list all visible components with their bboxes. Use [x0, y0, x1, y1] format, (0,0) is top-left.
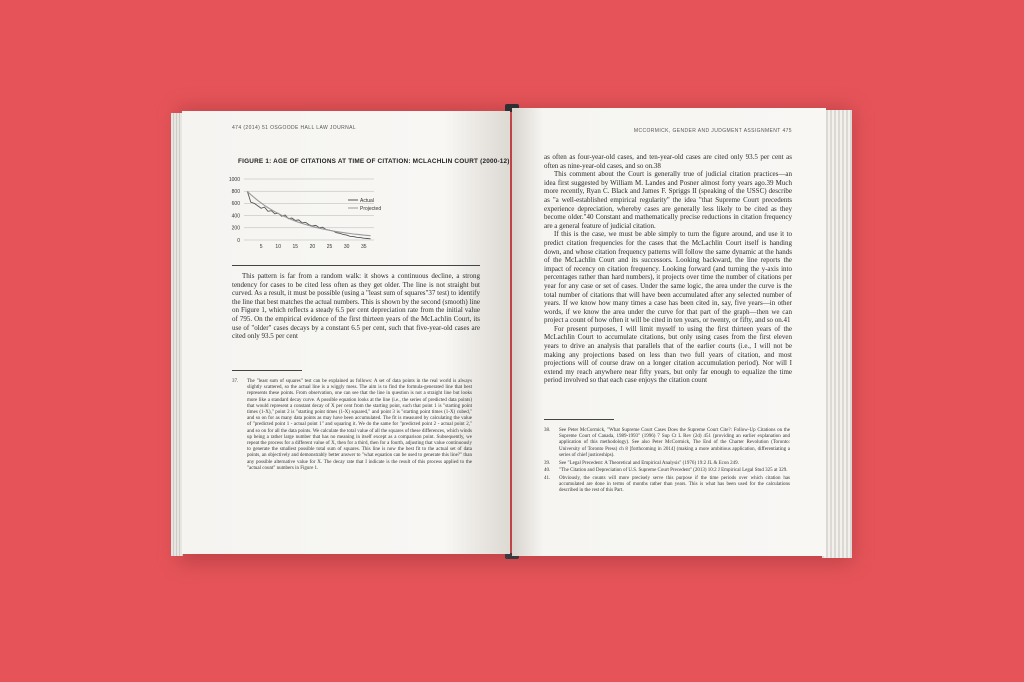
y-tick-label: 200 — [231, 225, 240, 232]
figure-rule — [232, 265, 480, 266]
y-tick-label: 1000 — [228, 176, 240, 183]
x-tick-label: 15 — [292, 244, 299, 250]
footnote-37 — [232, 379, 472, 472]
right-body-paragraph-1: as often as four-year-old cases, and ten-year-old cases are cited only 93.5 per cent as often as nine-year-old cases, and so on.38 — [544, 153, 792, 170]
right-body-paragraph-3: If this is the case, we must be able simply to turn the figure around, and use it to predict citation frequencies for the cases that the McLachlin Court itself is handing down, and whose citation frequency patterns will follow the same dynamic at the hands of the McLachlin Court and its successors. Looking backward, the line reports the impact of recency on citation frequency. Looking forward (and turning the y-axis into percentages rather than hard numbers), it projects over time the number of citations per year for any case or set of cases. Under the same logic, the area under the curve is the total number of citations that will have been accumulated after any selected number of years. If we know how many times a case has been cited in, say, five years—in other words, if we know the area under the curve for that part of the graph—then we can project a count of how often it will be cited in ten years, or twenty, or fifty, and so on.41 — [544, 230, 792, 325]
left-footnotes — [232, 379, 472, 474]
footnote-text: Obviously, the counts will more precisely serve this purpose if the time periods over which citation has accumulated are done in terms of months rather than years. This is what has been used for the calculations described in the rest of this Part. — [559, 475, 790, 494]
series-line-actual — [247, 192, 370, 239]
x-tick-label: 35 — [360, 244, 367, 250]
figure-title: FIGURE 1: AGE OF CITATIONS AT TIME OF CITATION: MCLACHLIN COURT (2000-12) — [238, 158, 510, 165]
footnote-number: 41. — [544, 475, 551, 481]
footnote-number: 38. — [544, 428, 551, 433]
footnote-39 — [544, 461, 790, 467]
footnote-40 — [544, 468, 790, 474]
footnote-number: 37. — [232, 379, 239, 384]
x-tick-label: 30 — [343, 244, 350, 250]
footnote-number: 40. — [544, 468, 551, 474]
right-footnotes — [544, 428, 790, 496]
left-page — [182, 111, 510, 554]
y-tick-label: 0 — [237, 237, 240, 244]
x-tick-label: 20 — [309, 244, 316, 250]
right-running-header: MCCORMICK, GENDER AND JUDGMENT ASSIGNMENT 475 — [633, 128, 792, 134]
footnote-rule — [232, 370, 302, 371]
legend-label-actual: Actual — [360, 197, 374, 204]
footnote-text: See "Legal Precedent: A Theoretical and Empirical Analysis" (1976) 19:2 JL & Econ 249. — [559, 460, 739, 466]
x-tick-label: 5 — [259, 244, 263, 250]
footnote-41 — [544, 476, 790, 495]
footnote-number: 39. — [544, 460, 551, 466]
right-page — [512, 108, 826, 556]
footnote-text: See Peter McCormick, "What Supreme Court Cases Does the Supreme Court Cite?: Follow-Up Citations on the Supreme Court of Canada, 1989-1993" (1996) 7 Sup Ct L Rev (2d) 451 (providing an earlier explanation and application of this methodology). See also Peter McCormick, The End of the Charter Revolution (Toronto: University of Toronto Press) ch 8 [forthcoming in 2014] (making a more ambitious application, differentiating a series of chief justiceships). — [559, 428, 790, 458]
y-tick-label: 600 — [231, 201, 240, 208]
y-tick-label: 800 — [231, 189, 240, 195]
right-body-paragraph-2: This comment about the Court is generally true of judicial citation practices—an idea first suggested by William M. Landes and Posner almost forty years ago.39 Much more recently, Ryan C. Black and James F. Spriggs II (speaking of the USSC) describe as "a well-established empirical regularity" the idea "that Supreme Court precedents experience depreciation, whereby cases are generally less likely to be cited as they become older."40 Constant and mathematically precise reductions in citation frequency are a general feature of judicial citation. — [544, 170, 792, 230]
right-page-edges — [822, 110, 852, 558]
x-tick-label: 25 — [326, 244, 333, 250]
right-body-text — [544, 153, 792, 385]
y-tick-label: 400 — [231, 213, 240, 220]
left-body-paragraph: This pattern is far from a random walk: it shows a continuous decline, a strong tendency for cases to be cited less often as they get older. The line is not straight but curved. As a result, it must be possible (using a "least sum of squares"37 test) to identify the line that best matches the actual numbers. This is shown by the second (smooth) line on Figure 1, which reflects a steady 6.5 per cent depreciation rate from the initial value of 795. On the empirical evidence of the first thirteen years of the McLachlin Court, its use of "older" cases decays by a constant 6.5 per cent, such that five-year-old cases are cited only 93.5 per cent — [232, 272, 480, 341]
left-body-text — [232, 272, 480, 341]
right-footnote-rule — [544, 419, 614, 420]
series-line-projected — [247, 192, 370, 236]
citation-age-chart — [222, 174, 402, 254]
legend-label-projected: Projected — [360, 205, 382, 212]
right-body-paragraph-4: For present purposes, I will limit myself to using the first thirteen years of the McLachlin Court to accumulate citations, but only using cases from the first eleven years to drive an analysis that parallels that of the earlier courts (i.e., I will not be making any projections based on less than two full years of citation, and most projections will of course draw on a longer citation accumulation period). Nor will I extend my reach anywhere near fifty years, but only far enough to equalize the time period involved so that each case enjoys the citation count — [544, 324, 792, 385]
footnote-text: The "least sum of squares" test can be explained as follows: A set of data points in the real world is always slightly scattered, so the actual line is a wiggly mess. The aim is to find the formula-generated line that best represents these points. From observation, one can see that the line in question is not a straight line but looks more like a standard decay curve. A possible equation looks at the line (i.e., the series of predicted data points) that would represent a constant decay of X per cent from the starting point, such that point 1 is "starting point times (1-X)," point 2 is "starting point times (1-X) squared," and point 3 is "starting point times (1-X) cubed," and so on for as many data points as may have been accumulated. The fit is measured by calculating the value of "predicted point 1 - actual point 1" and squaring it. We do the same for "predicted point 2 - actual point 2," and so on for all the data points. We calculate the total value of all the squares of these differences, which winds up being a rather large number that has no meaning in itself except as a comparison point. Subsequently, we repeat the process for a different value of X, then for a third, then for a fourth, adjusting that value continuously to generate the smallest possible total sum of squares. This line is now the best fit to the actual set of data points, an objectively and demonstrably better answer to "what equation can be used to generate this line?" than any possible alternative value for X. The decay rate that I indicate is the result of this process applied to the "actual count" numbers in Figure 1. — [247, 379, 472, 471]
footnote-38 — [544, 428, 790, 459]
left-running-header: 474 (2014) 51 OSGOODE HALL LAW JOURNAL — [232, 125, 357, 131]
x-tick-label: 10 — [275, 244, 281, 250]
footnote-text: "The Citation and Depreciation of U.S. Supreme Court Precedent" (2013) 10:2 J Empirical Legal Stud 325 at 329. — [559, 468, 788, 474]
